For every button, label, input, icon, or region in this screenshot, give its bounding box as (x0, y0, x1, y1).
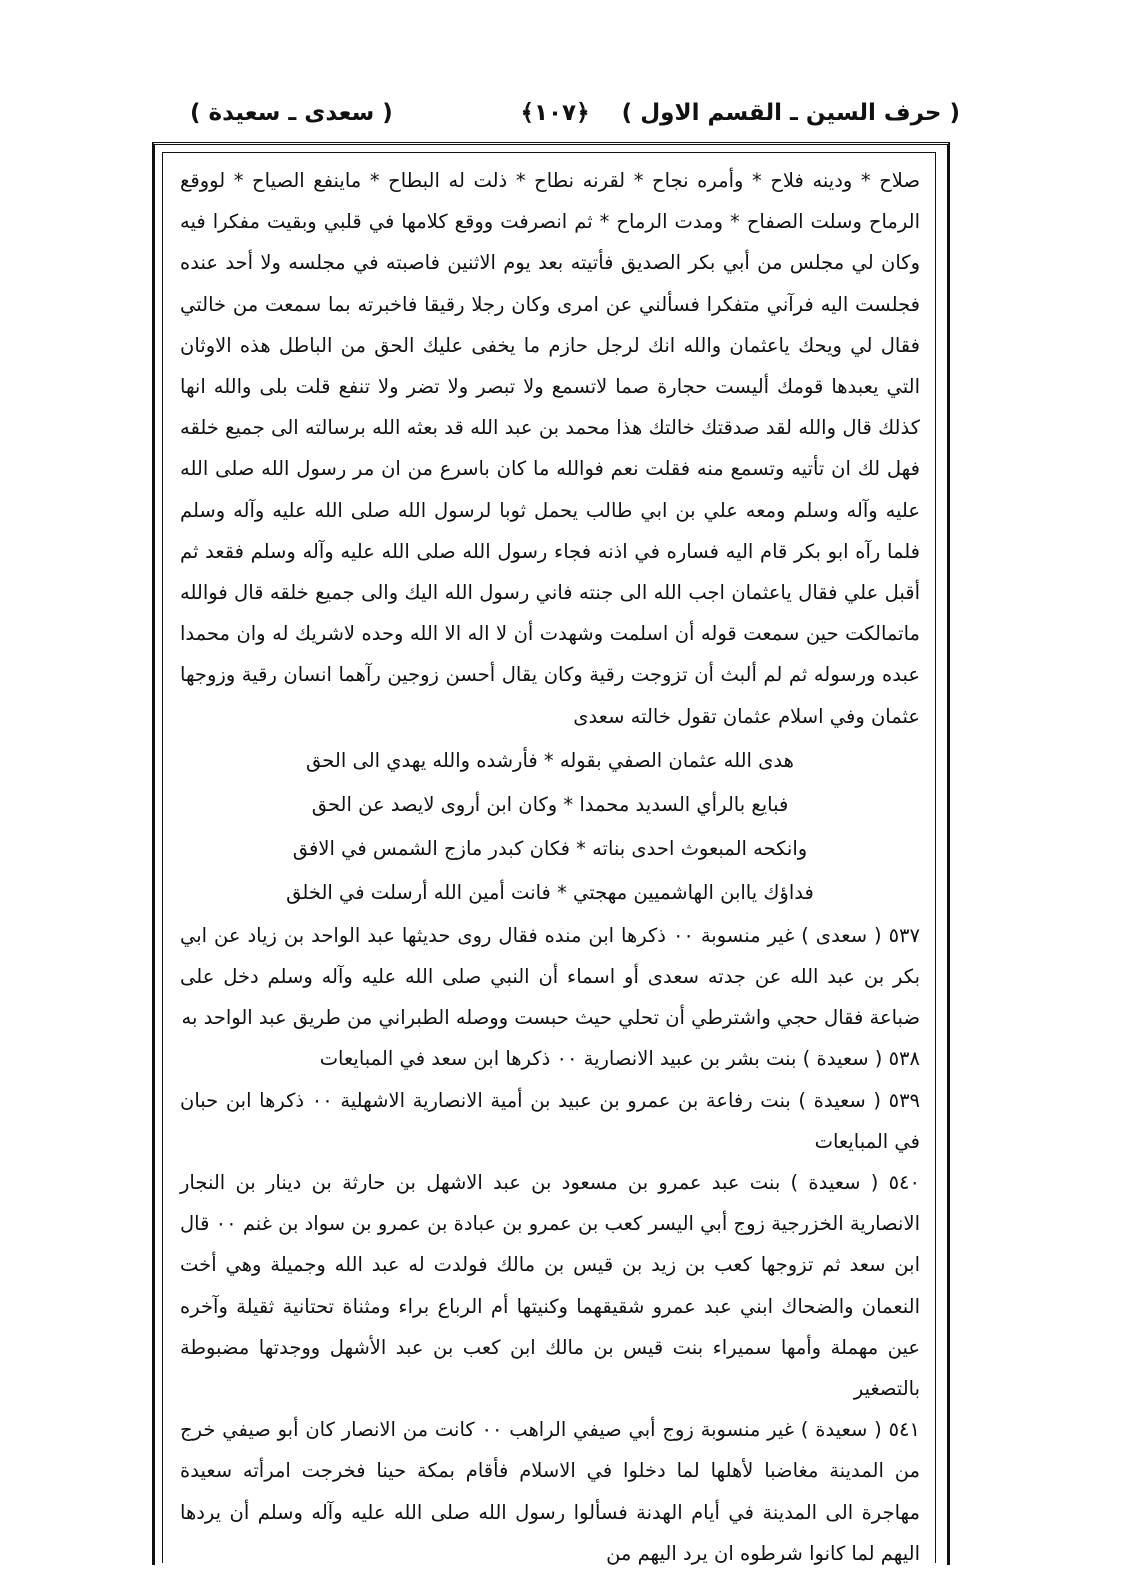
page-body (180, 160, 920, 1574)
poem (180, 739, 920, 915)
page-header (150, 100, 960, 144)
poem-verse: وانكحه المبعوث احدى بناته * فكان كبدر مازج الشمس في الافق (292, 836, 808, 860)
entry-540: ٥٤٠ ( سعيدة ) بنت عبد عمرو بن مسعود بن عبد الاشهل بن حارثة بن دينار بن النجار الانصارية الخزرجية زوج أبي اليسر كعب بن عمرو بن عبادة بن عمرو بن سواد بن غنم ٠٠ قال ابن سعد ثم تزوجها كعب بن زيد بن قيس بن مالك فولدت له عبد الله وجميلة وهي أخت النعمان والضحاك ابني عبد عمرو شقيقهما وكنيتها أم الرباع براء ومثناة تحتانية ثقيلة وآخره عين مهملة وأمها سميراء بنت قيس بن مالك ابن كعب بن عبد الأشهل ووجدتها مضبوطة بالتصغير (180, 1171, 920, 1401)
header-section-title: ( حرف السين ـ القسم الاول ) (621, 100, 960, 126)
poem-verse: هدى الله عثمان الصفي بقوله * فأرشده والله يهدي الى الحق (306, 748, 794, 772)
entry-537: ٥٣٧ ( سعدى ) غير منسوبة ٠٠ ذكرها ابن منده فقال روى حديثها عبد الواحد بن زياد عن ابي بكر بن عبد الله عن جدته سعدى أو اسماء أن النبي صلى الله عليه وآله وسلم دخل على ضباعة فقال حجي واشترطي أن تحلي حيث حبست ووصله الطبراني من طريق عبد الواحد به (180, 923, 920, 1030)
entry-538: ٥٣٨ ( سعيدة ) بنت بشر بن عبيد الانصارية ٠٠ ذكرها ابن سعد في المبايعات (319, 1047, 920, 1071)
intro-paragraph: صلاح * ودينه فلاح * وأمره نجاح * لقرنه نطاح * ذلت له البطاح * ماينفع الصياح * لووقع الرماح وسلت الصفاح * ومدت الرماح * ثم انصرفت ووقع كلامها في قلبي وبقيت مفكرا فيه وكان لي مجلس من أبي بكر الصديق فأتيته بعد يوم الاثنين فاصبته في مجلسه ولا أحد عنده فجلست اليه فرآني متفكرا فسألني عن امرى وكان رجلا رقيقا فاخبرته بما سمعت من خالتي فقال لي ويحك ياعثمان والله انك لرجل حازم ما يخفى عليك الحق من الباطل هذه الاوثان التي يعبدها قومك أليست حجارة صما لاتسمع ولا تبصر ولا تضر ولا تنفع قلت بلى والله انها كذلك قال والله لقد صدقتك خالتك هذا محمد بن عبد الله قد بعثه الله برسالته الى جميع خلقه فهل لك ان تأتيه وتسمع منه فقلت نعم فوالله ما كان باسرع من ان مر رسول الله صلى الله عليه وآله وسلم ومعه علي بن ابي طالب يحمل ثوبا لرسول الله صلى الله عليه وآله وسلم فلما رآه ابو بكر قام اليه فساره في اذنه فجاء رسول الله صلى الله عليه وآله وسلم فقعد ثم أقبل علي فقال ياعثمان اجب الله الى جنته فاني رسول الله اليك والى جميع خلقه قال فوالله ماتمالكت حين سمعت قوله أن اسلمت وشهدت أن لا اله الا الله وحده لاشريك له وان محمدا عبده ورسوله ثم لم ألبث أن تزوجت رقية وكان يقال أحسن زوجين رآهما انسان رقية وزوجها عثمان وفي اسلام عثمان تقول خالته سعدى (180, 169, 920, 728)
page-number: ﴿١٠٧﴾ (520, 100, 590, 126)
header-entry-range: ( سعدى ـ سعيدة ) (190, 100, 393, 126)
poem-verse: فداؤك ياابن الهاشميين مهجتي * فانت أمين الله أرسلت في الخلق (286, 880, 814, 904)
entry-541: ٥٤١ ( سعيدة ) غير منسوبة زوج أبي صيفي الراهب ٠٠ كانت من الانصار كان أبو صيفي خرج من المدينة مغاضبا لأهلها لما دخلوا في الاسلام فأقام بمكة حينا فخرجت امرأته سعيدة مهاجرة الى المدينة في أيام الهدنة فسألوا رسول الله صلى الله عليه وآله وسلم أن يردها اليهم لما كانوا شرطوه ان يرد اليهم من (180, 1418, 920, 1565)
entry-539: ٥٣٩ ( سعيدة ) بنت رفاعة بن عمرو بن عبيد بن أمية الانصارية الاشهلية ٠٠ ذكرها ابن حبان في المبايعات (180, 1088, 921, 1153)
poem-verse: فبايع بالرأي السديد محمدا * وكان ابن أروى لايصد عن الحق (311, 792, 789, 816)
